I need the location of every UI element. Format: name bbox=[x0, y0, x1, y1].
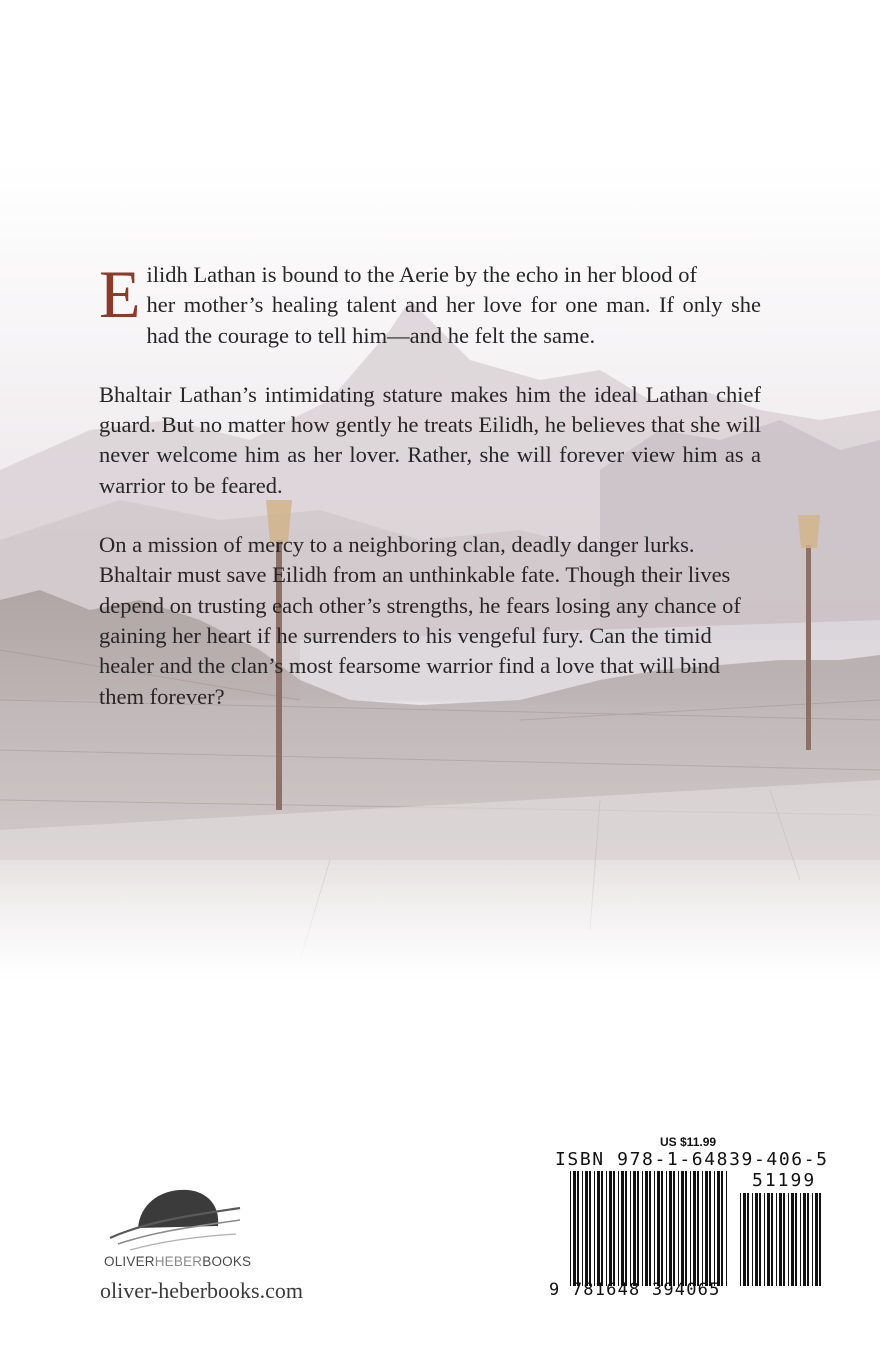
isbn-barcode-bar bbox=[630, 1171, 631, 1286]
isbn-barcode-bar bbox=[685, 1171, 687, 1286]
isbn-barcode-bar bbox=[645, 1171, 648, 1286]
price-addon-barcode-bar bbox=[755, 1193, 758, 1286]
isbn-barcode-bar bbox=[601, 1171, 603, 1286]
price-addon-barcode-bar bbox=[800, 1193, 801, 1286]
drop-cap: E bbox=[99, 256, 141, 332]
isbn-barcode-bar bbox=[577, 1171, 579, 1286]
price-addon-barcode-bar bbox=[752, 1193, 753, 1286]
isbn-barcode-bar bbox=[709, 1171, 711, 1286]
isbn-barcode-bar bbox=[621, 1171, 624, 1286]
price-addon-barcode-bar bbox=[776, 1193, 777, 1286]
publisher-name-part2: HEBER bbox=[154, 1254, 203, 1269]
isbn-barcode-bar bbox=[690, 1171, 691, 1286]
isbn-barcode-bar bbox=[570, 1171, 571, 1286]
isbn-barcode-bar bbox=[633, 1171, 636, 1286]
publisher-name-part3: BOOKS bbox=[202, 1254, 252, 1269]
price-addon-barcode-bar bbox=[788, 1193, 789, 1286]
isbn-barcode-bar bbox=[585, 1171, 588, 1286]
isbn-barcode bbox=[570, 1171, 728, 1286]
price-addon-barcode bbox=[740, 1193, 822, 1286]
isbn-barcode-bar bbox=[697, 1171, 699, 1286]
isbn-barcode-bar bbox=[657, 1171, 660, 1286]
price-addon-barcode-bar bbox=[795, 1193, 797, 1286]
isbn-barcode-bar bbox=[721, 1171, 723, 1286]
isbn-barcode-bar bbox=[649, 1171, 651, 1286]
isbn-barcode-bar bbox=[654, 1171, 655, 1286]
isbn-barcode-bar bbox=[625, 1171, 627, 1286]
isbn-barcode-bar bbox=[678, 1171, 679, 1286]
price-addon-barcode-bar bbox=[791, 1193, 794, 1286]
price-addon-barcode-bar bbox=[767, 1193, 770, 1286]
isbn-barcode-bar bbox=[726, 1171, 727, 1286]
price-addon-barcode-bar bbox=[743, 1193, 746, 1286]
price-addon-barcode-bar bbox=[819, 1193, 821, 1286]
back-cover-blurb bbox=[99, 256, 761, 741]
isbn-barcode-bar bbox=[589, 1171, 591, 1286]
isbn-barcode-bar bbox=[637, 1171, 639, 1286]
price-label: US $11.99 bbox=[660, 1135, 717, 1149]
blurb-paragraph-1-first-line: ilidh Lathan is bound to the Aerie by the echo in her blood of bbox=[146, 262, 698, 287]
isbn-barcode-bar bbox=[582, 1171, 583, 1286]
isbn-barcode-bar bbox=[613, 1171, 615, 1286]
price-addon-barcode-bar bbox=[803, 1193, 806, 1286]
blurb-paragraph-1 bbox=[99, 256, 761, 351]
isbn-barcode-bar bbox=[681, 1171, 684, 1286]
price-addon-barcode-bar bbox=[779, 1193, 782, 1286]
price-addon-barcode-bar bbox=[740, 1193, 741, 1286]
blurb-paragraph-1-rest: her mother’s healing talent and her love for one man. If only she had the courage to tell him—and he felt the same. bbox=[146, 292, 761, 348]
price-addon-barcode-bar bbox=[807, 1193, 809, 1286]
blurb-paragraph-2: Bhaltair Lathan’s intimidating stature makes him the ideal Lathan chief guard. But no matter how gently he treats Eilidh, he believes that she will never welcome him as her lover. Rather, she will forever view him as a warrior to be feared. bbox=[99, 381, 761, 498]
price-addon-barcode-bar bbox=[747, 1193, 749, 1286]
isbn-barcode-bar bbox=[705, 1171, 708, 1286]
isbn-barcode-bar bbox=[693, 1171, 696, 1286]
isbn-barcode-bar bbox=[573, 1171, 576, 1286]
blurb-paragraph-3: On a mission of mercy to a neighboring clan, deadly danger lurks. Bhaltair must save Eilidh from an unthinkable fate. Though their lives depend on trusting each other’s strengths, he fears losing any chance of gaining her heart if he surrenders to his vengeful fury. Can the timid healer and the clan’s most fearsome warrior find a love that will bind them forever? bbox=[99, 532, 741, 709]
isbn-barcode-bar bbox=[666, 1171, 667, 1286]
publisher-name bbox=[104, 1254, 251, 1269]
isbn-barcode-bar bbox=[669, 1171, 672, 1286]
isbn-barcode-bar bbox=[702, 1171, 703, 1286]
price-addon-barcode-bar bbox=[759, 1193, 761, 1286]
isbn-barcode-bar bbox=[717, 1171, 720, 1286]
price-addon-barcode-bar bbox=[815, 1193, 818, 1286]
isbn-barcode-bar bbox=[594, 1171, 595, 1286]
isbn-barcode-bar bbox=[714, 1171, 715, 1286]
isbn-barcode-bar bbox=[673, 1171, 675, 1286]
isbn-barcode-bar bbox=[597, 1171, 600, 1286]
price-addon-barcode-bar bbox=[812, 1193, 813, 1286]
publisher-website: oliver-heberbooks.com bbox=[100, 1278, 303, 1303]
publisher-name-part1: OLIVER bbox=[104, 1254, 155, 1269]
price-addon-barcode-bar bbox=[783, 1193, 785, 1286]
barcode-addon-number: 51199 bbox=[752, 1170, 817, 1191]
isbn-barcode-bar bbox=[618, 1171, 619, 1286]
isbn-barcode-bar bbox=[606, 1171, 607, 1286]
barcode-digits: 9 781648 394065 bbox=[549, 1280, 721, 1300]
price-addon-barcode-bar bbox=[771, 1193, 773, 1286]
isbn-barcode-bar bbox=[609, 1171, 612, 1286]
isbn-barcode-bar bbox=[661, 1171, 663, 1286]
isbn-label: ISBN 978-1-64839-406-5 bbox=[555, 1149, 829, 1170]
price-addon-barcode-bar bbox=[764, 1193, 765, 1286]
isbn-barcode-bar bbox=[642, 1171, 643, 1286]
